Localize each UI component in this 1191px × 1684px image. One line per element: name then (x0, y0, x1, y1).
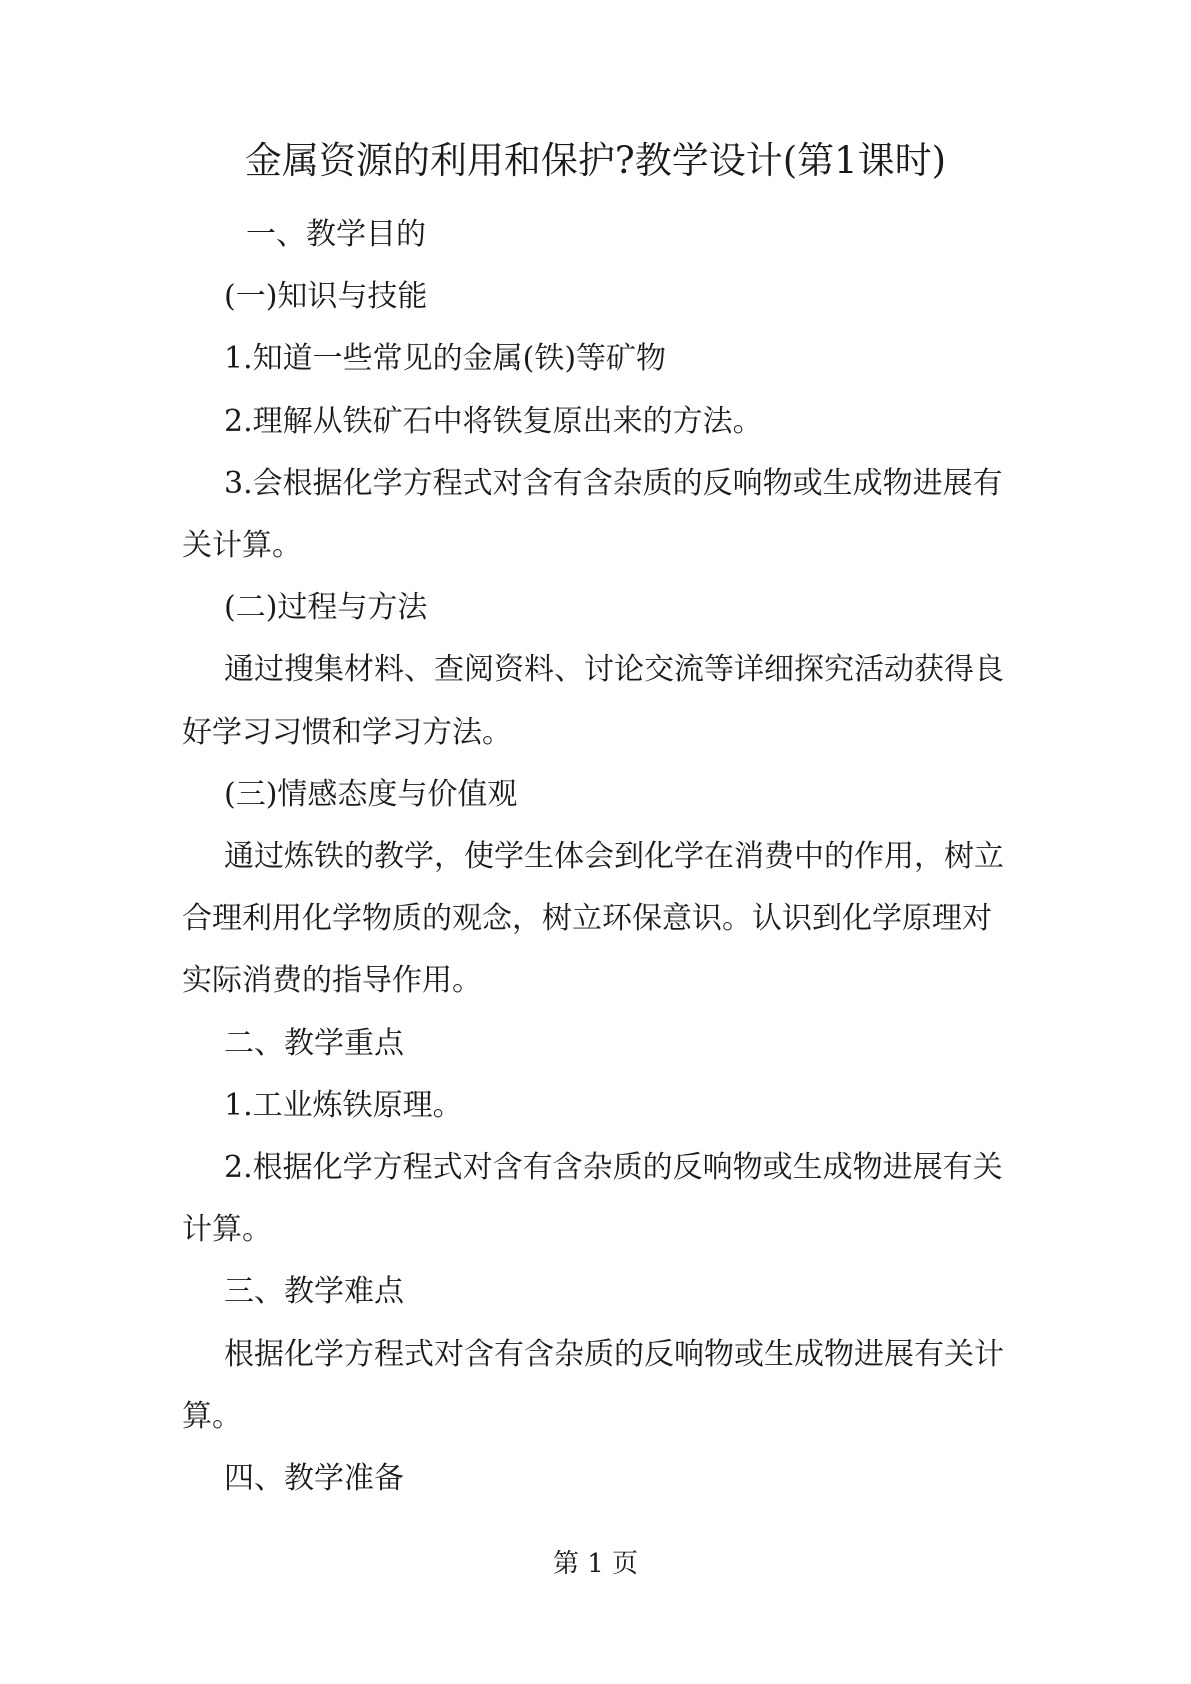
list-item: 1.工业炼铁原理。 (224, 1087, 463, 1123)
paragraph: 通过搜集材料、查阅资料、讨论交流等详细探究活动获得良好学习习惯和学习方法。 (182, 652, 1004, 750)
list-item: 2.根据化学方程式对含有含杂质的反响物或生成物进展有关计算。 (182, 1150, 1003, 1248)
list-item: 1.知道一些常见的金属(铁)等矿物 (224, 341, 667, 377)
subheading-knowledge-skills: (一)知识与技能 (224, 279, 428, 315)
document-body (182, 204, 1020, 1510)
paragraph: 通过炼铁的教学，使学生体会到化学在消费中的作用，树立合理利用化学物质的观念，树立环保意识。认识到化学原理对实际消费的指导作用。 (182, 839, 1004, 999)
list-item: 2.理解从铁矿石中将铁复原出来的方法。 (224, 403, 763, 439)
section-heading-objectives: 一、教学目的 (246, 217, 426, 252)
section-heading-difficulties: 三、教学难点 (224, 1274, 404, 1310)
list-item: 3.会根据化学方程式对含有含杂质的反响物或生成物进展有关计算。 (182, 465, 1003, 564)
paragraph: 根据化学方程式对含有含杂质的反响物或生成物进展有关计算。 (182, 1336, 1004, 1434)
section-heading-key-points: 二、教学重点 (224, 1025, 404, 1061)
subheading-process-methods: (二)过程与方法 (224, 590, 428, 626)
page-number: 第 1 页 (552, 1549, 639, 1579)
subheading-emotion-values: (三)情感态度与价值观 (224, 776, 518, 812)
section-heading-preparation: 四、教学准备 (224, 1461, 404, 1497)
document-title: 金属资源的利用和保护?教学设计(第1课时) (244, 139, 947, 182)
